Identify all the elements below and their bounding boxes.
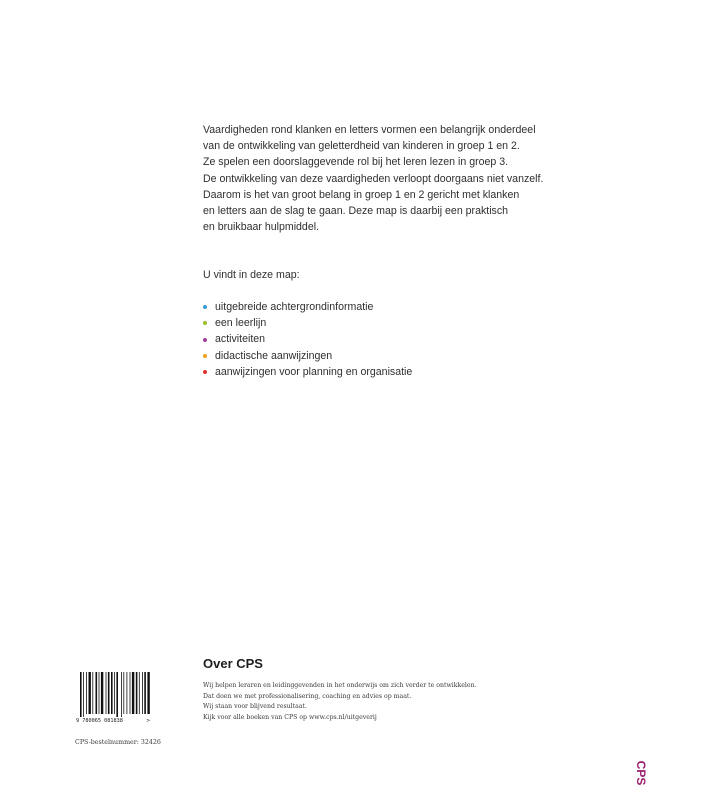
list-item <box>203 315 412 331</box>
intro-line: en bruikbaar hulpmiddel. <box>203 221 320 234</box>
barcode-bar <box>147 672 149 714</box>
list-item-label: een leerlijn <box>215 317 267 330</box>
barcode-bar <box>127 672 128 714</box>
list-item <box>203 348 412 364</box>
about-title: Over CPS <box>203 656 263 671</box>
about-line: Kijk voor alle boeken van CPS op www.cps.nl/uitgeverij <box>203 713 377 721</box>
intro-line: Daarom is het van groot belang in groep 1 en 2 gericht met klanken <box>203 188 520 201</box>
barcode-bar <box>96 672 98 714</box>
barcode-bar <box>111 672 113 714</box>
barcode-bar <box>136 672 138 714</box>
list-item-label: aanwijzingen voor planning en organisatie <box>215 365 413 378</box>
list-item <box>203 331 412 347</box>
order-number: CPS-bestelnummer: 32426 <box>75 739 161 746</box>
barcode-bar <box>99 672 100 714</box>
barcode-icon <box>76 672 150 724</box>
intro-line: De ontwikkeling van deze vaardigheden verloopt doorgaans niet vanzelf. <box>203 172 544 185</box>
barcode-bar <box>101 672 103 714</box>
intro-line: en letters aan de slag te gaan. Deze map is daarbij een praktisch <box>203 205 509 218</box>
cps-logo <box>630 758 652 788</box>
list-item-label: activiteiten <box>215 333 266 346</box>
barcode-bar <box>80 672 82 717</box>
list-item <box>203 364 412 380</box>
list-item-label: didactische aanwijzingen <box>215 349 333 362</box>
bullet-dot-icon <box>203 305 207 309</box>
cps-logo-text: CPS <box>634 760 648 786</box>
intro-text <box>203 122 603 235</box>
barcode-bar <box>132 672 134 714</box>
bullet-dot-icon <box>203 370 207 374</box>
about-line: Wij helpen leraren en leidinggevenden in het onderwijs om zich verder te ontwikkelen. <box>203 682 477 689</box>
barcode-bar <box>108 672 110 714</box>
list-item <box>203 299 412 315</box>
about-line: Wij staan voor blijvend resultaat. <box>203 703 307 711</box>
barcode-bar <box>144 672 146 714</box>
barcode-bar <box>142 672 143 714</box>
barcode-arrow: > <box>146 718 150 724</box>
barcode-bar <box>89 672 91 714</box>
barcode-bar <box>139 672 140 714</box>
about-line: Dat doen we met professionalisering, coaching en advies op maat. <box>203 692 412 700</box>
intro-line: Vaardigheden rond klanken en letters vormen een belangrijk onderdeel <box>203 124 536 136</box>
bullet-dot-icon <box>203 338 207 342</box>
barcode-bar <box>86 672 87 714</box>
barcode-bar <box>121 672 122 717</box>
barcode-bar <box>114 672 115 714</box>
barcode-bar <box>83 672 84 717</box>
barcode-bar <box>92 672 93 714</box>
contents-heading: U vindt in deze map: <box>203 269 300 281</box>
intro-line: van de ontwikkeling van geletterdheid van kinderen in groep 1 en 2. <box>203 140 520 153</box>
barcode-digits: 9 780065 081838 <box>76 718 123 724</box>
barcode-bar <box>123 672 124 714</box>
list-item-label: uitgebreide achtergrondinformatie <box>215 301 374 313</box>
barcode-bar <box>130 672 131 714</box>
contents-list <box>203 299 412 380</box>
bullet-dot-icon <box>203 354 207 358</box>
intro-line: Ze spelen een doorslaggevende rol bij het leren lezen in groep 3. <box>203 156 509 169</box>
about-text <box>203 681 477 723</box>
bullet-dot-icon <box>203 321 207 325</box>
barcode-bar <box>106 672 107 714</box>
barcode-bar <box>116 672 118 717</box>
